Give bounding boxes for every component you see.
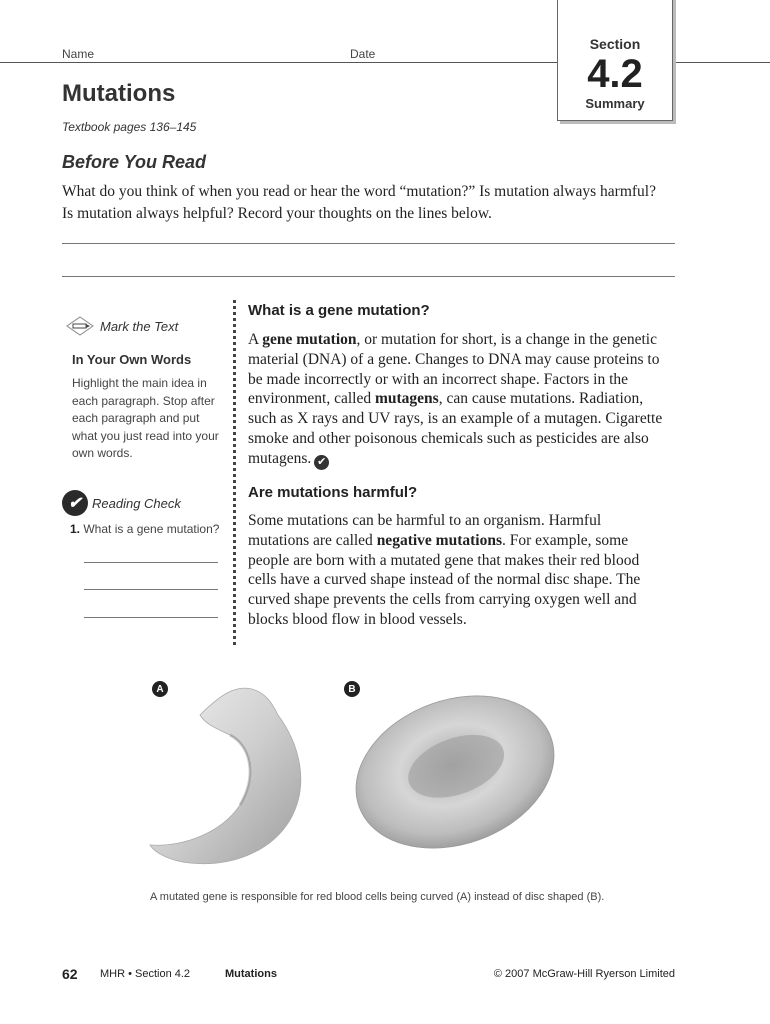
figure-label-a: A	[152, 681, 168, 697]
term-gene-mutation: gene mutation	[262, 331, 357, 348]
section-word: Section	[589, 36, 641, 52]
text-run: A	[248, 331, 263, 348]
section-tab	[557, 0, 673, 121]
reading-check	[62, 490, 181, 516]
footer-section: MHR • Section 4.2	[100, 968, 191, 980]
figure-label-b: B	[344, 681, 360, 697]
page-number: 62	[62, 966, 78, 982]
text-run: Some mutations can be harmful to an organism. Harmful mutations are called	[248, 512, 602, 549]
before-you-read-prompt: What do you think of when you read or hear the word “mutation?” Is mutation always harmful? Is mutation always helpful? Record your thoughts on the lines below.	[62, 183, 656, 222]
footer-copyright: © 2007 McGraw-Hill Ryerson Limited	[493, 968, 675, 980]
text-run: , can cause mutations. Radiation, such as X rays and UV rays, is an example of a mutagen. Cigarette smoke and other poisonous chemicals such as pesticides are also mutagens.	[248, 390, 663, 467]
date-label: Date	[350, 47, 376, 61]
footer-topic: Mutations	[225, 968, 277, 980]
question-number: 1.	[70, 522, 81, 536]
section-number: 4.2	[587, 52, 643, 96]
term-negative-mutations: negative mutations	[376, 531, 502, 549]
response-line[interactable]	[62, 276, 675, 277]
section-type: Summary	[585, 96, 645, 111]
check-icon: ✔	[314, 455, 329, 470]
text-run: . For example, some people are born with a mutated gene that makes their red blood cells have a curved shape instead of the normal disc shape. The curved shape prevents the cells from carrying oxygen well and blocks blood flow in blood vessels.	[248, 531, 641, 628]
textbook-pages: Textbook pages 136–145	[62, 120, 197, 134]
term-mutagens: mutagens	[374, 390, 439, 408]
header-rule-left	[0, 62, 557, 63]
checkmark-icon: ✔	[62, 490, 88, 516]
before-you-read-heading: Before You Read	[62, 152, 207, 172]
name-label: Name	[62, 47, 95, 61]
figure-caption: A mutated gene is responsible for red blood cells being curved (A) instead of disc shaped (B).	[150, 891, 605, 903]
in-your-own-words-heading: In Your Own Words	[72, 352, 192, 367]
text-run: , or mutation for short, is a change in the genetic material (DNA) of a gene. Changes to DNA may cause proteins to be made incorrectly or with an incorrect shape. Factors in the environment, called	[248, 331, 660, 408]
pencil-icon	[66, 316, 94, 336]
question-text: What is a gene mutation?	[83, 522, 220, 536]
reading-check-heading: Reading Check	[92, 495, 181, 511]
header-rule-right	[672, 62, 770, 63]
mark-the-text-label: Mark the Text	[100, 318, 179, 334]
column-divider	[233, 300, 236, 645]
reading-check-question	[70, 522, 219, 536]
answer-line[interactable]	[84, 589, 218, 590]
answer-line[interactable]	[84, 617, 218, 618]
response-line[interactable]	[62, 243, 675, 244]
section2-paragraph	[248, 511, 663, 630]
disc-cell-illustration	[348, 685, 563, 860]
section1-paragraph	[248, 330, 663, 470]
section2-heading: Are mutations harmful?	[248, 484, 418, 501]
answer-line[interactable]	[84, 562, 218, 563]
page-title: Mutations	[62, 80, 176, 107]
mark-the-text	[66, 316, 178, 336]
in-your-own-words-body: Highlight the main idea in each paragraph. Stop after each paragraph and put what you just read into your own words.	[72, 376, 219, 460]
sickle-cell-illustration	[140, 675, 320, 875]
section1-heading: What is a gene mutation?	[248, 302, 430, 319]
